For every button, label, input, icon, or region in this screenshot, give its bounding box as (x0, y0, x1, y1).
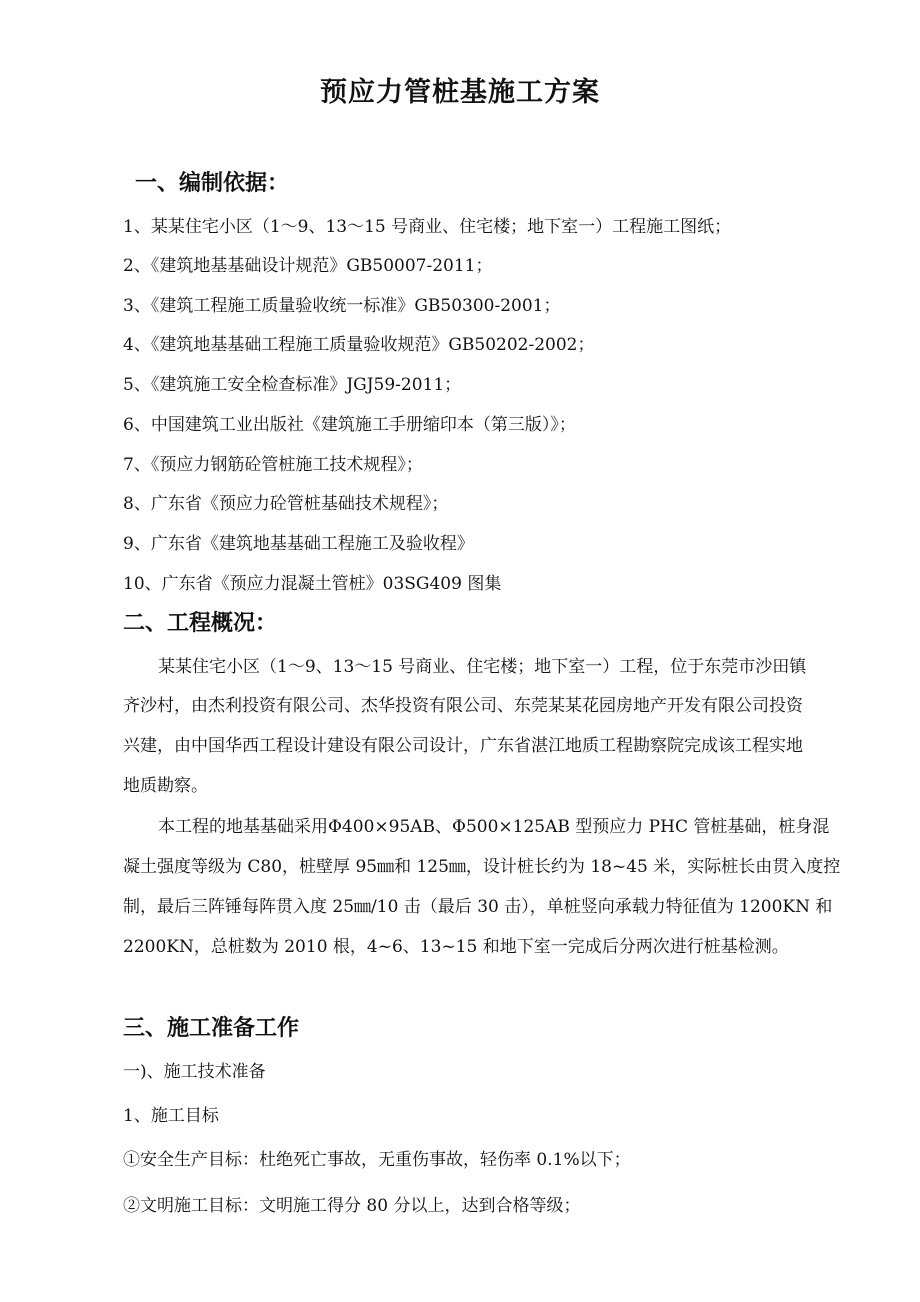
section-heading-overview: 二、工程概况： (123, 610, 278, 636)
subheading-goals: 1、施工目标 (123, 1106, 219, 1126)
basis-item: 4、《建筑地基基础工程施工质量验收规范》GB50202-2002； (123, 335, 595, 355)
overview-para1-line: 地质勘察。 (123, 776, 208, 796)
document-title: 预应力管桩基施工方案 (320, 77, 600, 108)
basis-item: 7、《预应力钢筋砼管桩施工技术规程》； (123, 455, 423, 475)
goal-civilized: ②文明施工目标：文明施工得分 80 分以上，达到合格等级； (123, 1196, 581, 1216)
overview-para2-line: 凝土强度等级为 C80，桩壁厚 95㎜和 125㎜，设计桩长约为 18~45 米，实际桩长由贯入度控 (123, 857, 841, 877)
basis-item: 8、广东省《预应力砼管桩基础技术规程》； (123, 494, 449, 514)
overview-para1-line: 兴建，由中国华西工程设计建设有限公司设计，广东省湛江地质工程勘察院完成该工程实地 (123, 736, 803, 756)
goal-safety: ①安全生产目标：杜绝死亡事故，无重伤事故，轻伤率 0.1%以下； (123, 1150, 631, 1170)
section-heading-preparation: 三、施工准备工作 (123, 1015, 300, 1041)
overview-para2-line: 本工程的地基基础采用Φ400×95AB、Φ500×125AB 型预应力 PHC 管桩基础，桩身混 (158, 817, 830, 837)
section-heading-basis: 一、编制依据： (135, 170, 290, 196)
overview-para1-line: 齐沙村，由杰利投资有限公司、杰华投资有限公司、东莞某某花园房地产开发有限公司投资 (123, 696, 803, 716)
basis-item: 9、广东省《建筑地基基础工程施工及验收程》 (123, 534, 474, 554)
basis-item: 5、《建筑施工安全检查标准》JGJ59-2011； (123, 375, 462, 395)
subheading-tech-prep: 一)、施工技术准备 (123, 1062, 266, 1082)
basis-item: 10、广东省《预应力混凝土管桩》03SG409 图集 (123, 574, 502, 594)
basis-item: 6、中国建筑工业出版社《建筑施工手册缩印本（第三版）》； (123, 415, 576, 435)
basis-item: 3、《建筑工程施工质量验收统一标准》GB50300-2001； (123, 296, 561, 316)
overview-para1-line: 某某住宅小区（1～9、13～15 号商业、住宅楼；地下室一）工程，位于东莞市沙田镇 (158, 657, 807, 677)
overview-para2-line: 制，最后三阵锤每阵贯入度 25㎜/10 击（最后 30 击），单桩竖向承载力特征值为 1200KN 和 (123, 897, 833, 917)
overview-para2-line: 2200KN，总桩数为 2010 根，4~6、13~15 和地下室一完成后分两次进行桩基检测。 (123, 937, 789, 957)
basis-item: 1、某某住宅小区（1～9、13～15 号商业、住宅楼；地下室一）工程施工图纸； (123, 217, 732, 237)
basis-item: 2、《建筑地基基础设计规范》GB50007-2011； (123, 256, 493, 276)
